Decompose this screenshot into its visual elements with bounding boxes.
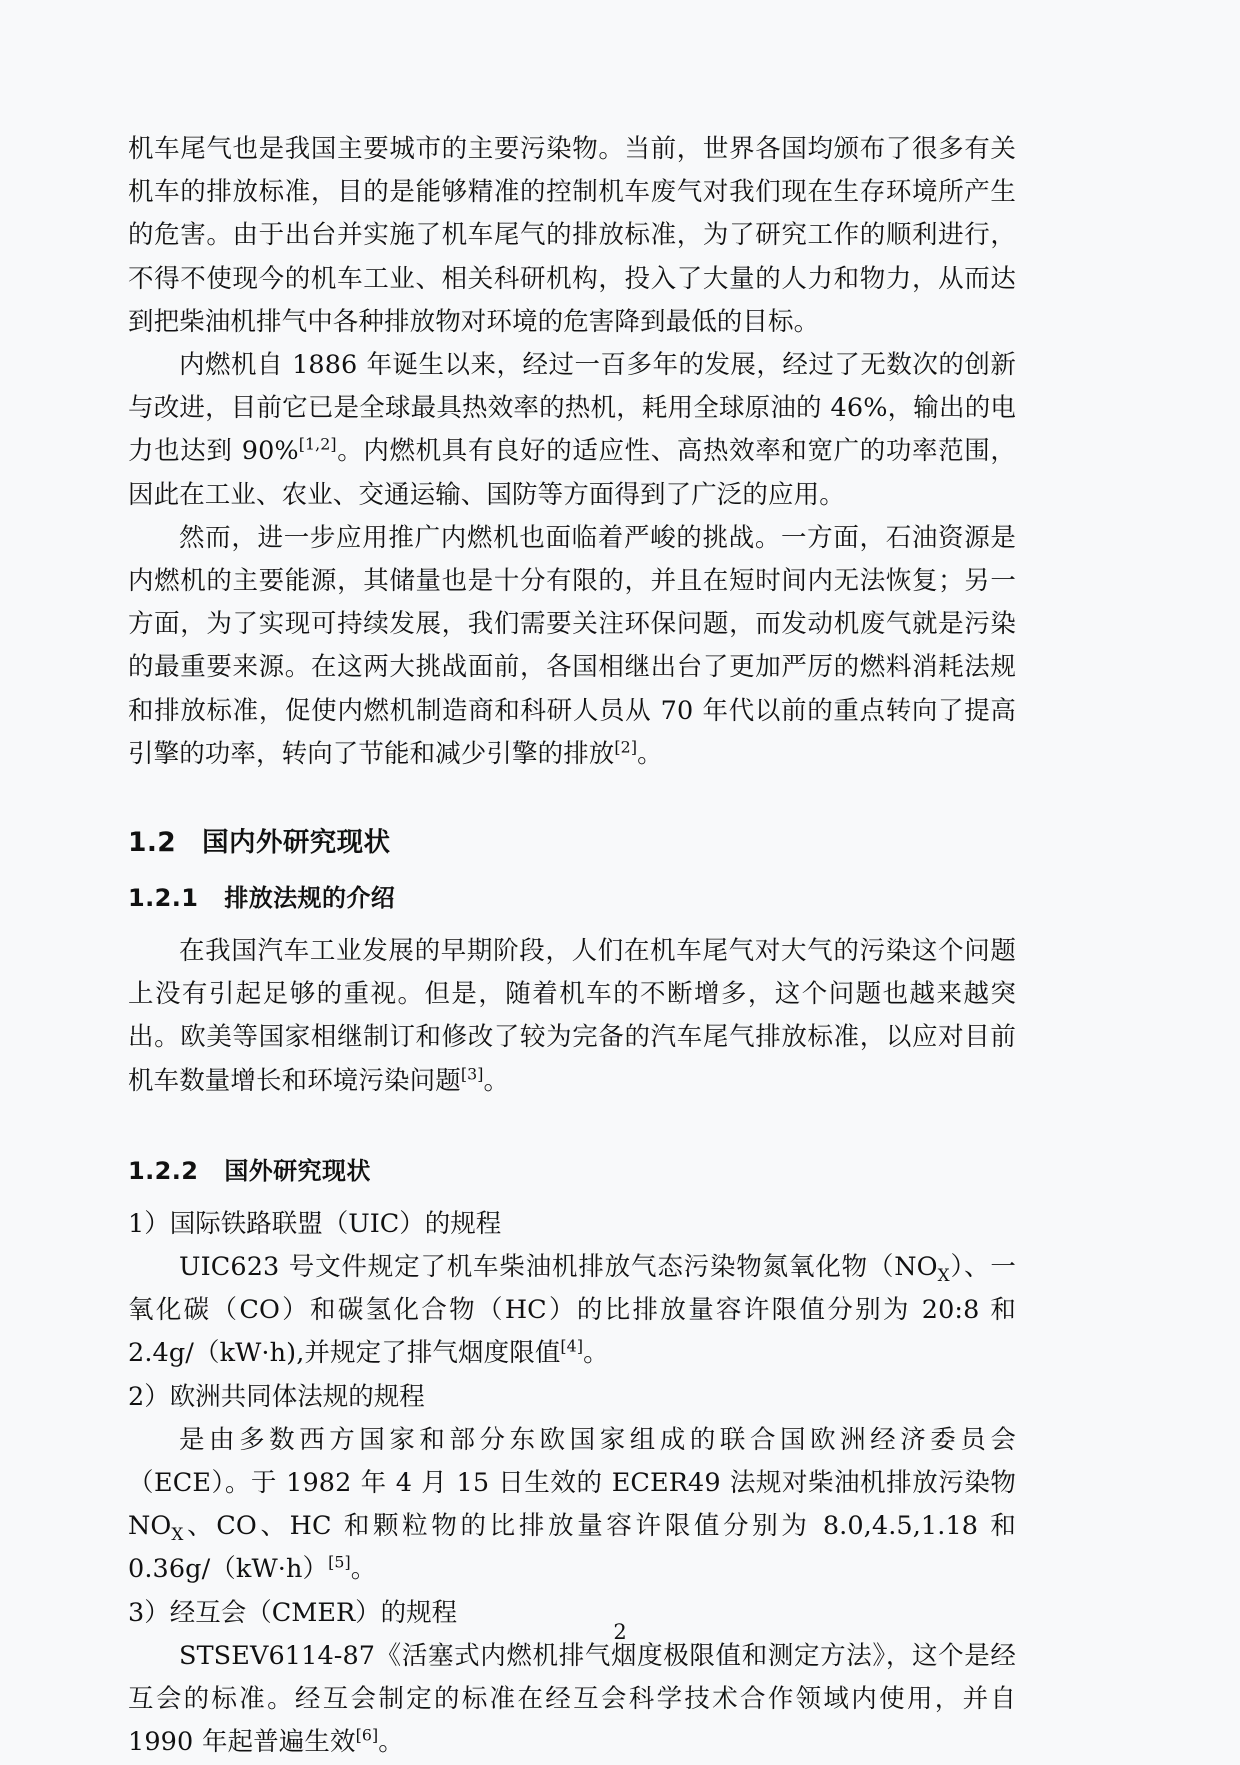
list-item-label-2: 2）欧洲共同体法规的规程 <box>128 1381 425 1412</box>
paragraph-intro <box>128 128 1016 344</box>
paragraph-engine-history <box>128 344 1016 517</box>
list-item-label-1: 1）国际铁路联盟（UIC）的规程 <box>128 1208 502 1239</box>
paragraph-emission-regulations-text-b: 。 <box>483 1065 510 1096</box>
list-item-label-3: 3）经互会（CMER）的规程 <box>128 1597 458 1628</box>
citation-ref-2: [2] <box>614 737 638 757</box>
paragraph-cmer-text-a: STSEV6114-87《活塞式内燃机排气烟度极限值和测定方法》，这个是经互会的标准。经互会制定的标准在经互会科学技术合作领域内使用，并自 1990 年起普遍生效 <box>128 1640 1016 1758</box>
heading-1-2-2-title: 国外研究现状 <box>224 1156 371 1185</box>
heading-1-2 <box>128 822 1016 864</box>
paragraph-intro-text: 机车尾气也是我国主要城市的主要污染物。当前，世界各国均颁布了很多有关机车的排放标准，目的是能够精准的控制机车废气对我们现在生存环境所产生的危害。由于出台并实施了机车尾气的排放标准，为了研究工作的顺利进行，不得不使现今的机车工业、相关科研机构，投入了大量的人力和物力，从而达到把柴油机排气中各种排放物对环境的危害降到最低的目标。 <box>128 134 1016 337</box>
heading-1-2-2 <box>128 1151 1016 1191</box>
heading-1-2-1 <box>128 878 1016 918</box>
page-number: 2 <box>613 1620 627 1644</box>
paragraph-engine-history-text-b: 。内燃机具有良好的适应性、高热效率和宽广的功率范围，因此在工业、农业、交通运输、国防等方面得到了广泛的应用。 <box>128 436 1016 510</box>
paragraph-uic-text-c: 。 <box>583 1338 609 1369</box>
spacer <box>128 1103 1016 1151</box>
citation-ref-6: [6] <box>355 1725 379 1745</box>
paragraph-uic-text-a: UIC623 号文件规定了机车柴油机排放气态污染物氮氧化物（NO <box>179 1252 938 1283</box>
page-footer <box>0 1620 1240 1644</box>
citation-ref-3: [3] <box>460 1064 484 1084</box>
paragraph-ece-regulation <box>128 1419 1016 1592</box>
heading-1-2-1-title: 排放法规的介绍 <box>224 884 396 913</box>
paragraph-cmer-text-b: 。 <box>378 1727 404 1758</box>
spacer <box>128 1191 1016 1203</box>
paragraph-challenges-text-b: 。 <box>637 738 663 769</box>
heading-1-2-1-number: 1.2.1 <box>128 884 199 913</box>
paragraph-cmer-regulation <box>128 1635 1016 1765</box>
spacer <box>128 864 1016 878</box>
paragraph-ece-text-c: 。 <box>350 1554 377 1585</box>
citation-ref-4: [4] <box>560 1336 584 1356</box>
heading-1-2-2-number: 1.2.2 <box>128 1156 199 1185</box>
spacer <box>128 918 1016 930</box>
paragraph-engine-history-text-a: 内燃机自 1886 年诞生以来，经过一百多年的发展，经过了无数次的创新与改进，目前它已是全球最具热效率的热机，耗用全球原油的 46%，输出的电力也达到 90% <box>128 350 1016 467</box>
page-content <box>128 128 1016 1765</box>
paragraph-ece-text-a: 是由多数西方国家和部分东欧国家组成的联合国欧洲经济委员会（ECE）。于 1982 年 4 月 15 日生效的 ECER49 法规对柴油机排放污染物 NO <box>128 1424 1016 1542</box>
spacer <box>128 776 1016 822</box>
chemical-subscript-nox-1: X <box>937 1265 950 1286</box>
citation-ref-5: [5] <box>328 1552 351 1572</box>
paragraph-challenges-text-a: 然而，进一步应用推广内燃机也面临着严峻的挑战。一方面，石油资源是内燃机的主要能源，其储量也是十分有限的，并且在短时间内无法恢复；另一方面，为了实现可持续发展，我们需要关注环保问题，而发动机废气就是污染的最重要来源。在这两大挑战面前，各国相继出台了更加严厉的燃料消耗法规和排放标准，促使内燃机制造商和科研人员从 70 年代以前的重点转向了提高引擎的功率，转向了节能和减少引擎的排放 <box>128 522 1016 769</box>
chemical-subscript-nox-2: X <box>171 1524 184 1545</box>
paragraph-challenges <box>128 517 1016 776</box>
paragraph-uic-text-b: ）、一氧化碳（CO）和碳氢化合物（HC）的比排放量容许限值分别为 20:8 和 2.4g/（kW·h),并规定了排气烟度限值 <box>128 1252 1016 1369</box>
heading-1-2-number: 1.2 <box>128 827 177 859</box>
paragraph-emission-regulations <box>128 930 1016 1103</box>
paragraph-uic-regulation <box>128 1246 1016 1376</box>
paragraph-ece-text-b: 、CO、HC 和颗粒物的比排放量容许限值分别为 8.0,4.5,1.18 和 0.36g/（kW·h） <box>128 1511 1016 1585</box>
heading-1-2-title: 国内外研究现状 <box>202 827 391 859</box>
citation-ref-1-2: [1,2] <box>298 434 337 454</box>
paragraph-emission-regulations-text-a: 在我国汽车工业发展的早期阶段，人们在机车尾气对大气的污染这个问题上没有引起足够的重视。但是，随着机车的不断增多，这个问题也越来越突出。欧美等国家相继制订和修改了较为完备的汽车尾气排放标准，以应对目前机车数量增长和环境污染问题 <box>128 936 1016 1096</box>
